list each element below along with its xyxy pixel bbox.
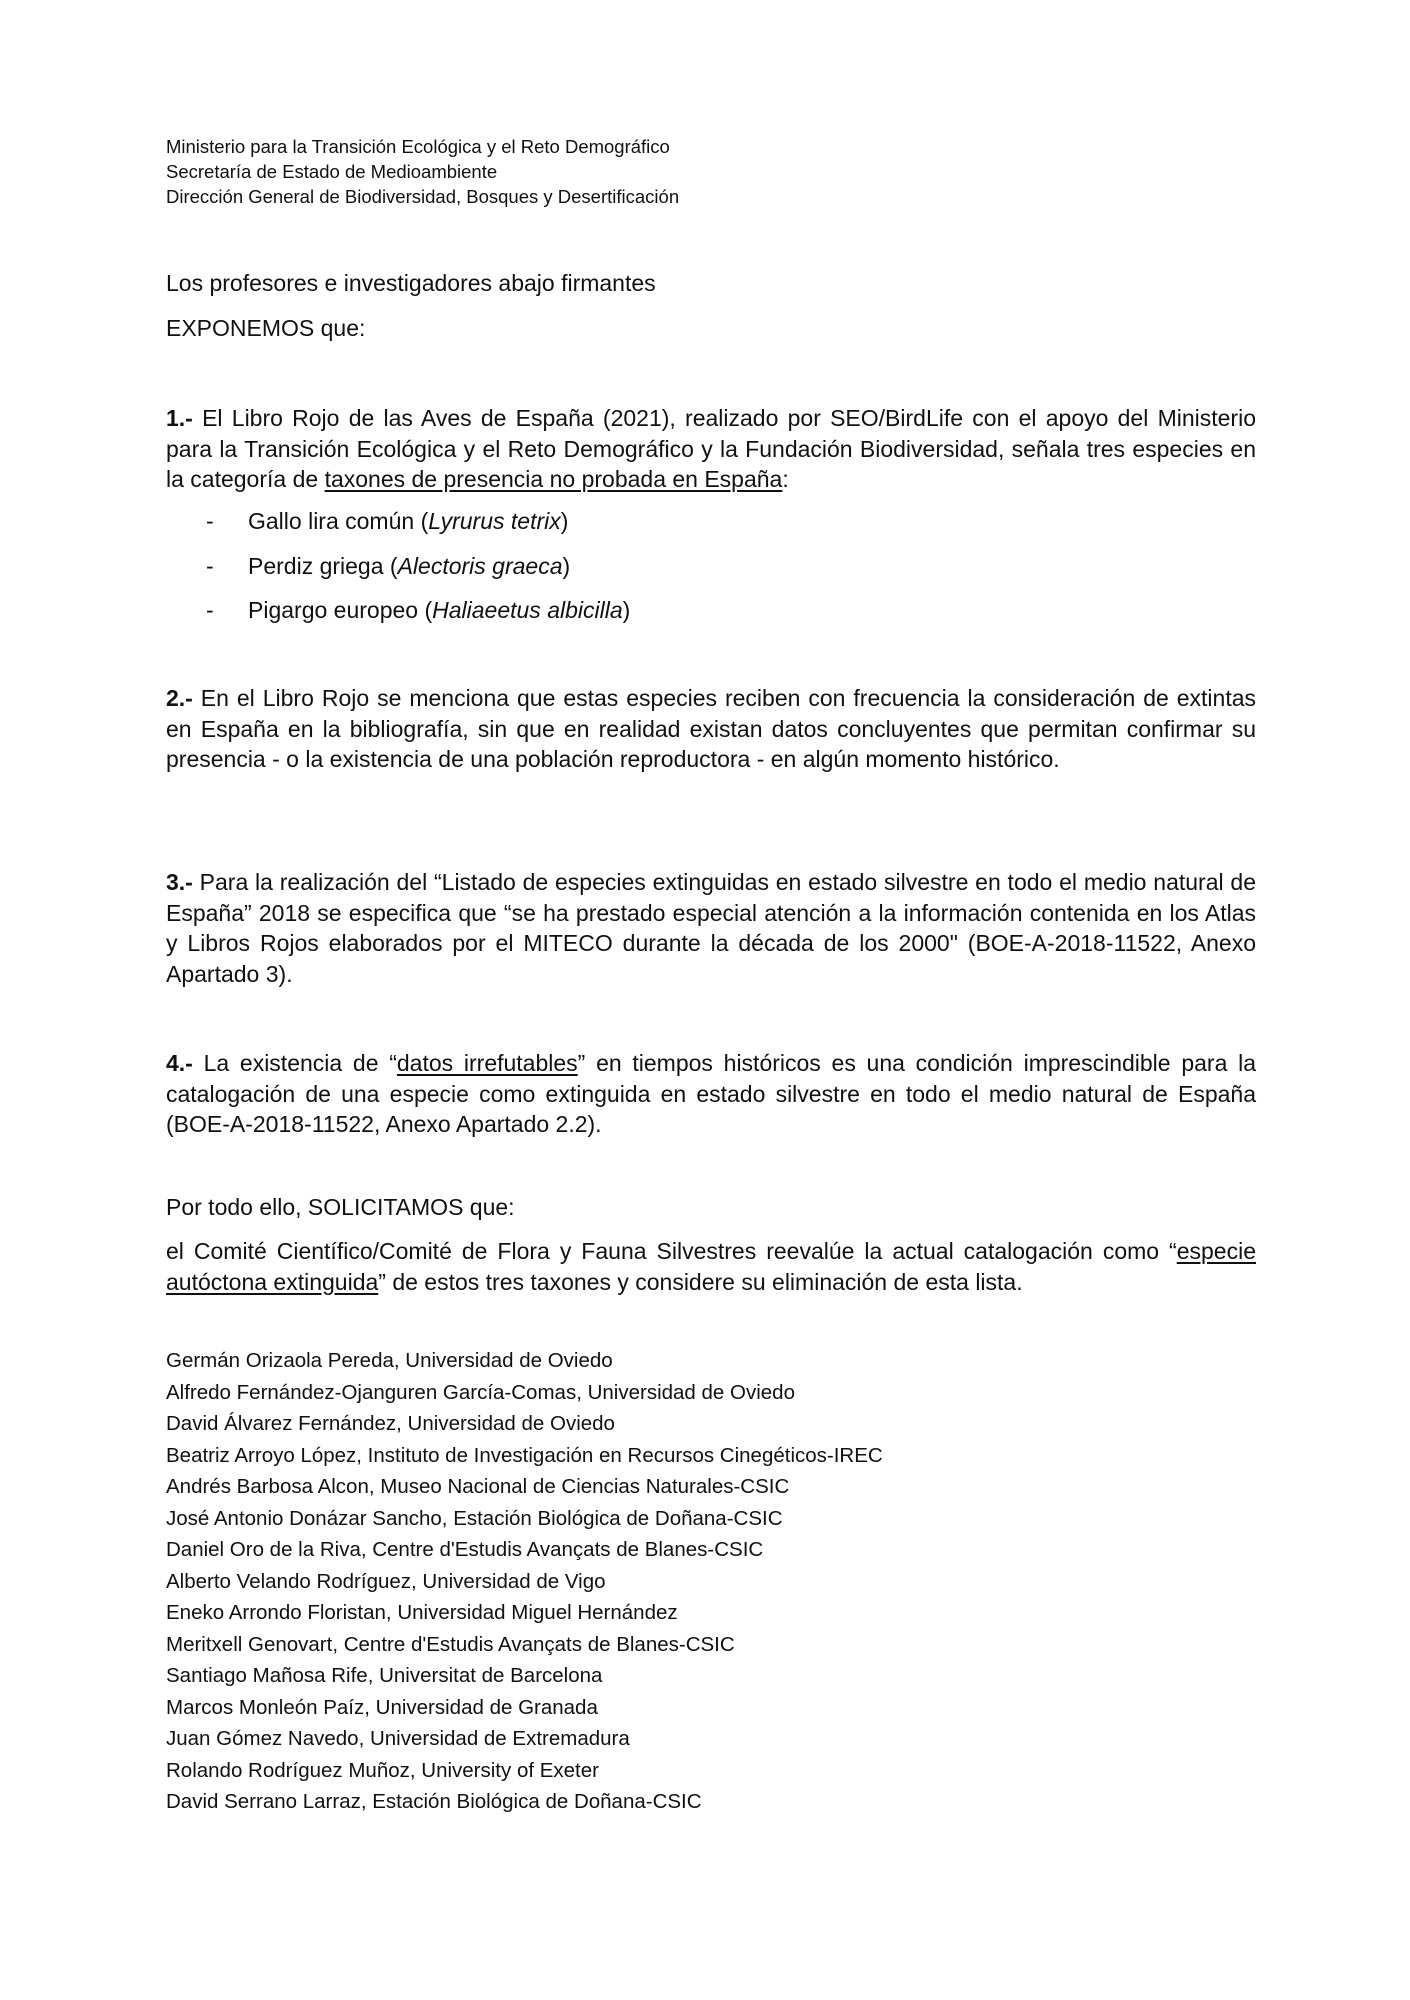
letter-header-addressee <box>166 134 679 209</box>
point-text-end: : <box>782 466 789 492</box>
signatory: Rolando Rodríguez Muñoz, University of Exeter <box>166 1758 599 1782</box>
signatory: Eneko Arrondo Floristan, Universidad Miguel Hernández <box>166 1601 678 1624</box>
species-common-name: Perdiz griega ( <box>248 552 398 579</box>
underlined-phrase: taxones de presencia no probada en España <box>324 466 783 492</box>
point-1 <box>166 403 1256 495</box>
intro <box>166 268 656 358</box>
request-text <box>166 1236 1256 1297</box>
request-text-end: ” de estos tres taxones y considere su eliminación de esta lista. <box>378 1268 1023 1295</box>
species-item <box>206 595 630 640</box>
paren-close: ) <box>562 552 571 579</box>
point-3 <box>166 867 1256 989</box>
point-text: En el Libro Rojo se menciona que estas especies reciben con frecuencia la consideración de extintas en España en la bibliografía, sin que en realidad existan datos concluyentes que permitan confirmar su presencia - o la existencia de una población reproductora - en algún momento histórico. <box>166 685 1256 772</box>
signatories-list <box>166 1345 883 1818</box>
signatory: Santiago Mañosa Rife, Universitat de Barcelona <box>166 1664 603 1687</box>
species-list <box>206 506 630 640</box>
species-latin-name: Haliaeetus albicilla <box>432 597 623 623</box>
paren-close: ) <box>622 597 631 623</box>
intro-line: Los profesores e investigadores abajo firmantes <box>166 270 656 296</box>
point-number: 3.- <box>166 869 193 895</box>
point-4 <box>166 1048 1256 1140</box>
point-number: 2.- <box>166 685 193 711</box>
point-2 <box>166 683 1256 775</box>
signatory: Daniel Oro de la Riva, Centre d'Estudis Avançats de Blanes-CSIC <box>166 1538 764 1561</box>
solicitamos-heading: Por todo ello, SOLICITAMOS que: <box>166 1194 515 1220</box>
paren-close: ) <box>560 508 569 534</box>
addressee-ministry: Ministerio para la Transición Ecológica y el Reto Demográfico <box>166 136 670 157</box>
signatory: David Álvarez Fernández, Universidad de Oviedo <box>166 1412 615 1435</box>
point-text: La existencia de “ <box>192 1050 397 1076</box>
signatory: Andrés Barbosa Alcon, Museo Nacional de Ciencias Naturales-CSIC <box>166 1475 790 1498</box>
addressee-directorate: Dirección General de Biodiversidad, Bosques y Desertificación <box>166 186 680 207</box>
underlined-phrase: especie autóctona extinguida <box>166 1238 1256 1295</box>
dash-bullet: - <box>206 552 214 579</box>
addressee-secretariat: Secretaría de Estado de Medioambiente <box>166 161 498 182</box>
signatory: Marcos Monleón Paíz, Universidad de Granada <box>166 1695 598 1719</box>
species-item <box>206 551 630 596</box>
point-number: 1.- <box>166 405 193 431</box>
signatory: Beatriz Arroyo López, Instituto de Investigación en Recursos Cinegéticos-IREC <box>166 1443 883 1467</box>
signatory: Germán Orizaola Pereda, Universidad de Oviedo <box>166 1349 613 1372</box>
dash-bullet: - <box>206 597 214 623</box>
underlined-phrase: datos irrefutables <box>396 1050 578 1076</box>
dash-bullet: - <box>206 508 214 534</box>
signatory: José Antonio Donázar Sancho, Estación Biológica de Doñana-CSIC <box>166 1506 783 1530</box>
request-text-start: el Comité Científico/Comité de Flora y Fauna Silvestres reevalúe la actual catalogación como “ <box>166 1238 1177 1264</box>
species-common-name: Gallo lira común ( <box>248 508 429 534</box>
exponemos-heading: EXPONEMOS que: <box>166 315 366 341</box>
species-item <box>206 506 630 551</box>
point-number: 4.- <box>166 1050 193 1076</box>
signatory: Alfredo Fernández-Ojanguren García-Comas, Universidad de Oviedo <box>166 1380 795 1404</box>
signatory: Alberto Velando Rodríguez, Universidad de Vigo <box>166 1569 606 1593</box>
signatory: Juan Gómez Navedo, Universidad de Extremadura <box>166 1727 630 1750</box>
signatory: Meritxell Genovart, Centre d'Estudis Avançats de Blanes-CSIC <box>166 1632 735 1656</box>
signatory: David Serrano Larraz, Estación Biológica de Doñana-CSIC <box>166 1790 702 1813</box>
point-text: Para la realización del “Listado de especies extinguidas en estado silvestre en todo el medio natural de España” 2018 se especifica que “se ha prestado especial atención a la información contenida en los Atlas y Libros Rojos elaborados por el MITECO durante la década de los 2000" (BOE-A-2018-11522, Anexo Apartado 3). <box>166 869 1256 987</box>
point-text-end: ” en tiempos históricos es una condición imprescindible para la catalogación de una especie como extinguida en estado silvestre en todo el medio natural de España (BOE-A-2018-11522, Anexo Apartado 2.2). <box>166 1050 1256 1137</box>
species-latin-name: Alectoris graeca <box>397 552 563 579</box>
point-text: El Libro Rojo de las Aves de España (2021), realizado por SEO/BirdLife con el apoyo del Ministerio para la Transición Ecológica y el Reto Demográfico y la Fundación Biodiversidad, señala tres especies en la categoría de <box>166 405 1256 492</box>
species-latin-name: Lyrurus tetrix <box>428 508 561 534</box>
species-common-name: Pigargo europeo ( <box>248 597 433 623</box>
